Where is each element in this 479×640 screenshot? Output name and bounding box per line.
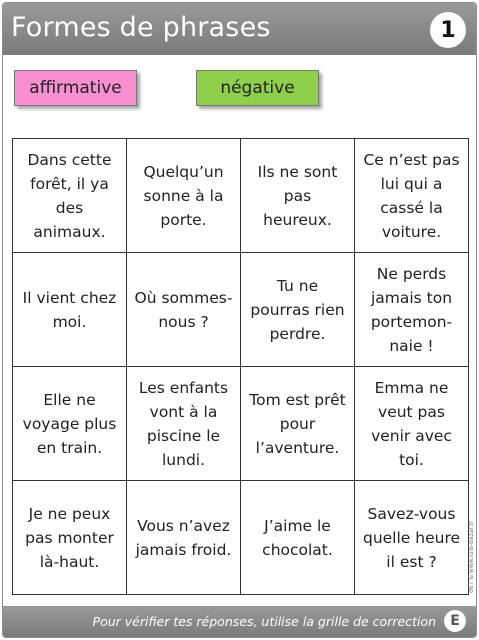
header-bar	[3, 3, 476, 55]
footer-instruction: Pour vérifier tes réponses, utilise la grille de correction	[92, 614, 436, 629]
sentence-cell[interactable]: Quelqu’un sonne à la porte.	[127, 139, 241, 253]
sentence-cell[interactable]: J’aime le chocolat.	[241, 481, 355, 595]
sentence-cell[interactable]: Vous n’avez jamais froid.	[127, 481, 241, 595]
sentence-cell[interactable]: Tu ne pourras rien perdre.	[241, 253, 355, 367]
sentence-cell[interactable]: Ce n’est pas lui qui a cassé la voiture.	[355, 139, 469, 253]
sentence-cell[interactable]: Dans cette forêt, il ya des animaux.	[13, 139, 127, 253]
sentence-cell[interactable]: Elle ne voyage plus en train.	[13, 367, 127, 481]
sentence-cell[interactable]: Il vient chez moi.	[13, 253, 127, 367]
sentence-cell[interactable]: Tom est prêt pour l’aventure.	[241, 367, 355, 481]
category-affirmative: affirmative	[14, 70, 137, 106]
correction-grid-icon[interactable]	[444, 610, 466, 632]
correction-icon-letter: E	[450, 613, 460, 629]
category-negative: négative	[196, 70, 319, 106]
sentence-cell[interactable]: Où sommes-nous ?	[127, 253, 241, 367]
sentence-cell[interactable]: Ne perds jamais ton portemon-naie !	[355, 253, 469, 367]
sentence-cell[interactable]: Savez-vous quelle heure il est ?	[355, 481, 469, 595]
exercise-card	[2, 2, 477, 638]
sentence-cell[interactable]: Emma ne veut pas venir avec toi.	[355, 367, 469, 481]
page-title: Formes de phrases	[11, 12, 271, 43]
sentence-cell[interactable]: Je ne peux pas monter là-haut.	[13, 481, 127, 595]
sentence-cell[interactable]: Ils ne sont pas heureux.	[241, 139, 355, 253]
card-number-badge: 1	[430, 12, 466, 48]
sentence-grid	[12, 138, 469, 595]
credit-note: d67 & www.ludi-bazar.fr	[468, 521, 475, 593]
sentence-cell[interactable]: Les enfants vont à la piscine le lundi.	[127, 367, 241, 481]
footer-bar	[3, 606, 476, 637]
